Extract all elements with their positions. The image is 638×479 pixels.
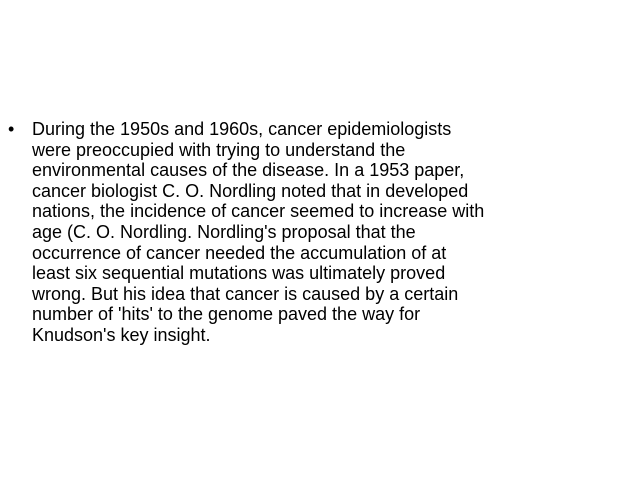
bullet-line: least six sequential mutations was ultimately proved xyxy=(32,263,446,284)
bullet-line: were preoccupied with trying to understand the xyxy=(32,139,406,160)
bullet-line: occurrence of cancer needed the accumulation of at xyxy=(32,242,447,263)
bullet-line: cancer biologist C. O. Nordling noted that in developed xyxy=(32,180,469,201)
bullet-item xyxy=(8,119,608,346)
bullet-line: number of 'hits' to the genome paved the way for xyxy=(32,304,421,325)
bullet-line: Knudson's key insight. xyxy=(32,324,211,345)
bullet-line: environmental causes of the disease. In a 1953 paper, xyxy=(32,160,465,181)
slide-body xyxy=(8,119,608,346)
bullet-line: wrong. But his idea that cancer is caused by a certain xyxy=(32,283,459,304)
bullet-line: age (C. O. Nordling. Nordling's proposal that the xyxy=(32,221,416,242)
bullet-line: During the 1950s and 1960s, cancer epidemiologists xyxy=(32,119,452,139)
bullet-line: nations, the incidence of cancer seemed to increase with xyxy=(32,201,485,222)
bullet-icon: • xyxy=(8,119,15,139)
bullet-list xyxy=(8,119,608,346)
bullet-text xyxy=(32,119,484,346)
